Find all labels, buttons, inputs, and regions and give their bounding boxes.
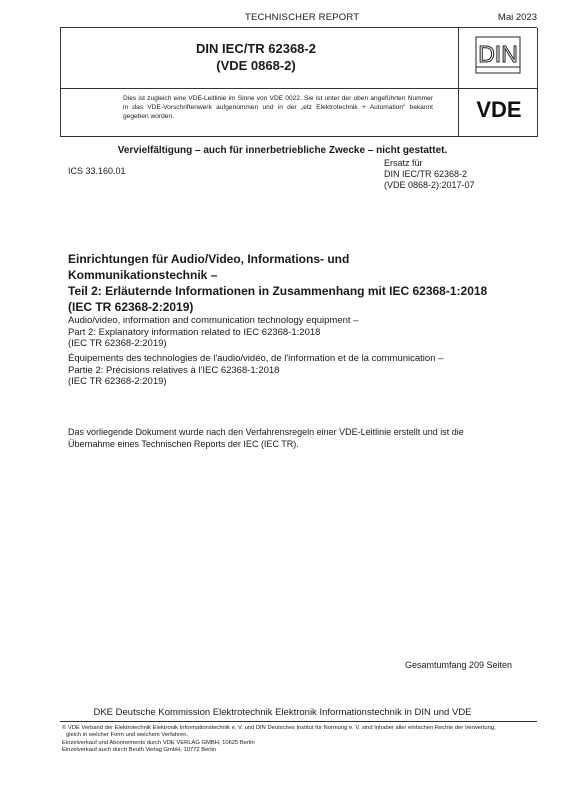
german-title-line: Einrichtungen für Audio/Video, Informations- und — [68, 252, 350, 266]
replacement-label: Ersatz für — [384, 158, 423, 168]
notice-box — [60, 88, 538, 137]
vde-logo-text: VDE — [476, 97, 522, 122]
reproduction-notice: Vervielfältigung – auch für innerbetriebliche Zwecke – nicht gestattet. — [117, 145, 448, 156]
total-pages: Gesamtumfang 209 Seiten — [405, 660, 513, 670]
ics-code: ICS 33.160.01 — [68, 166, 126, 176]
standard-number-line2: (VDE 0868-2) — [216, 58, 296, 73]
vde-guideline-notice: Dies ist zugleich eine VDE-Leitlinie im Sinne von VDE 0022. Sie ist unter der oben angeführten Nummer in das VDE-Vorschriftenwerk aufgenommen und in der „etz Elektrotechnik + Automation“ bekannt gegeben worden. — [123, 95, 433, 120]
copyright-line: gleich in welcher Form und welchem Verfahren. — [66, 732, 189, 739]
standard-number-line1: DIN IEC/TR 62368-2 — [196, 41, 316, 56]
english-title-line: Audio/video, information and communication technology equipment – — [68, 315, 359, 326]
procedure-note: Das vorliegende Dokument wurde nach den Verfahrensregeln einer VDE-Leitlinie erstellt und ist die Übernahme eines Technischen Reports der IEC (IEC TR). — [68, 427, 464, 449]
publication-date: Mai 2023 — [497, 12, 537, 23]
sales-info-beuth: Einzelverkauf auch durch Beuth Verlag GmbH, 10772 Berlin — [62, 747, 217, 754]
committee-line: DKE Deutsche Kommission Elektrotechnik Elektronik Informationstechnik in DIN und VDE — [93, 707, 472, 718]
french-title-line: (IEC TR 62368-2:2019) — [68, 376, 167, 387]
footer-divider — [60, 721, 537, 722]
vde-logo — [469, 94, 529, 124]
din-logo-text: DIN — [478, 41, 518, 67]
replacement-info — [384, 158, 475, 191]
english-title-line: Part 2: Explanatory information related to IEC 62368-1:2018 — [68, 326, 321, 338]
title-box-divider — [458, 28, 459, 88]
english-title-line: (IEC TR 62368-2:2019) — [68, 338, 167, 349]
english-title — [68, 315, 528, 350]
title-box — [60, 28, 538, 89]
notice-box-divider — [458, 88, 459, 136]
german-title-line: (IEC TR 62368-2:2019) — [68, 300, 194, 314]
standard-number — [61, 40, 451, 74]
german-title-line: Kommunikationstechnik – — [68, 268, 218, 282]
replacement-standard: DIN IEC/TR 62368-2 — [384, 169, 468, 179]
french-title-line: Équipements des technologies de l'audio/vidéo, de l'information et de la communication – — [68, 353, 444, 364]
copyright-line: © VDE Verband der Elektrotechnik Elektronik Informationstechnik e. V. und DIN Deutsches Institut für Normung e. V. sind Inhaber aller einfachen Rechte der Verwertung, — [62, 725, 496, 731]
sales-info-vde: Einzelverkauf und Abonnements durch VDE VERLAG GMBH, 10625 Berlin — [62, 739, 255, 746]
french-title — [68, 353, 538, 388]
footer — [62, 725, 532, 755]
replacement-edition: (VDE 0868-2):2017-07 — [384, 180, 475, 190]
french-title-line: Partie 2: Précisions relatives à l'IEC 62368-1:2018 — [68, 364, 280, 376]
document-type: TECHNISCHER REPORT — [245, 12, 360, 23]
din-logo — [475, 36, 521, 74]
german-title — [68, 251, 528, 315]
german-title-line: Teil 2: Erläuternde Informationen in Zusammenhang mit IEC 62368-1:2018 — [68, 284, 488, 298]
